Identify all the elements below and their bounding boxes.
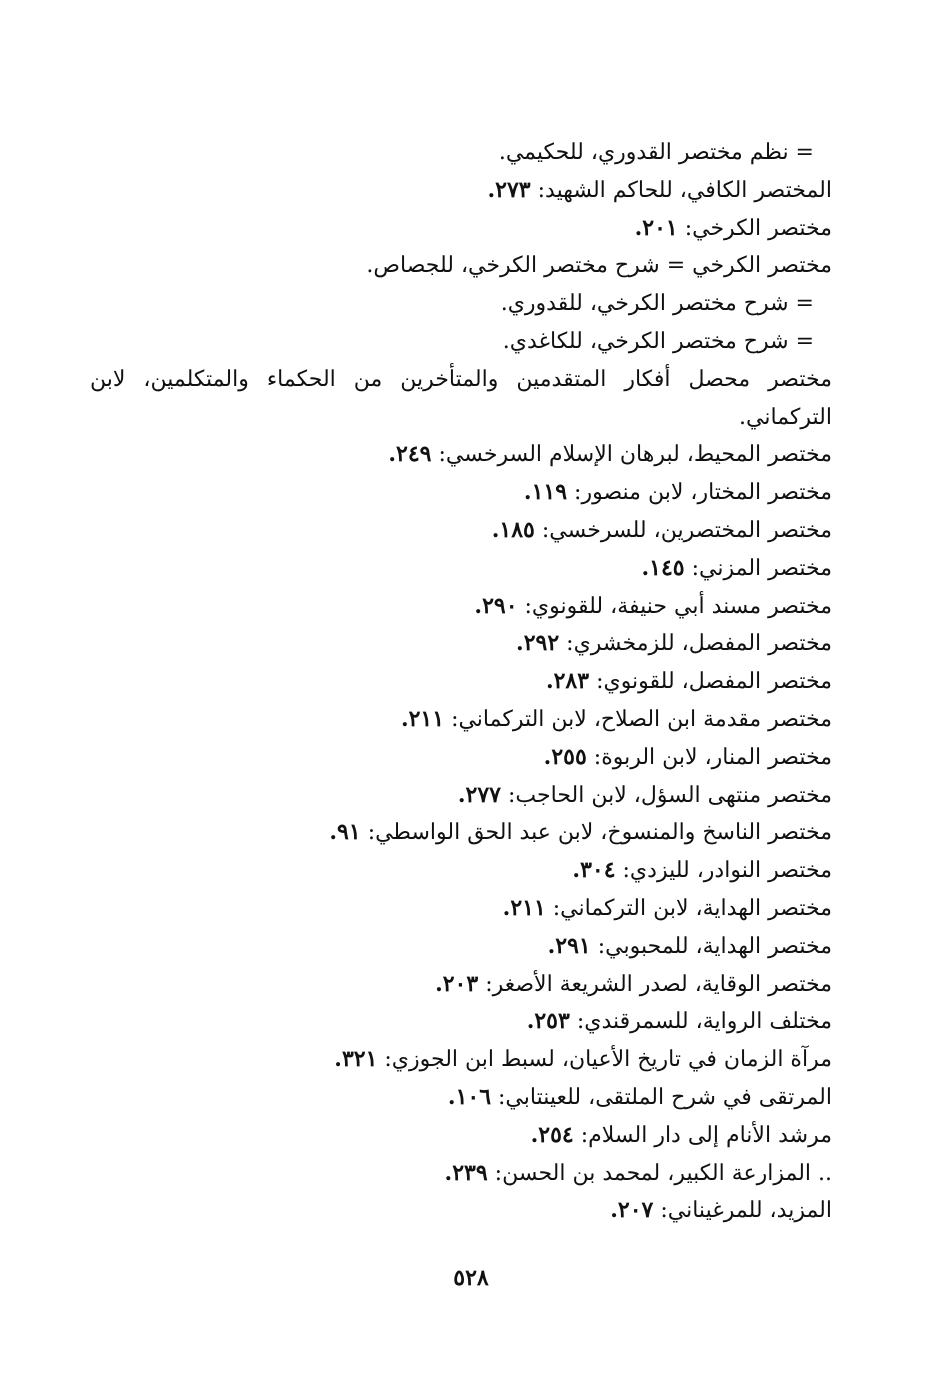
index-entry (90, 1079, 832, 1117)
entry-page-ref: ١٠٦. (447, 1083, 492, 1110)
entry-page-ref: ٢٠٧. (610, 1197, 654, 1224)
entry-title: مختصر المختصرين، للسرخسي: (541, 517, 832, 543)
entry-page-ref: ١٨٥. (491, 516, 535, 543)
entry-page-ref: ٢٩٢. (516, 630, 560, 657)
entry-title: مختصر الهداية، للمحبوبي: (597, 933, 832, 959)
entry-page-ref: ٢٣٩. (444, 1159, 488, 1186)
page-number: ٥٢٨ (453, 1265, 489, 1291)
entry-page-ref: ٢٠٣. (435, 970, 479, 997)
entry-title: = نظم مختصر القدوري، للحكيمي. (498, 140, 814, 165)
entry-page-ref: ٣٠٤. (572, 857, 616, 884)
entry-page-ref: ١٤٥. (641, 554, 685, 581)
entry-title: مختصر مقدمة ابن الصلاح، لابن التركماني: (451, 706, 832, 732)
entry-page-ref: ٢٧٧. (457, 781, 501, 808)
index-entry (90, 134, 832, 172)
entry-title: = شرح مختصر الكرخي، للكاغدي. (502, 328, 814, 354)
entry-title: مختصر المزني: (691, 555, 832, 581)
index-entry (90, 739, 832, 777)
entry-page-ref: ٢٨٣. (545, 668, 590, 695)
entry-title: مختصر النوادر، لليزدي: (622, 858, 832, 884)
index-entry (90, 1041, 832, 1079)
index-entry (90, 701, 832, 739)
index-entry (90, 323, 832, 361)
entry-title: مختلف الرواية، للسمرقندي: (576, 1009, 832, 1035)
index-entry (90, 928, 832, 966)
entry-page-ref: ٢٧٣. (487, 176, 531, 203)
entry-title: مختصر الكرخي: (684, 215, 832, 241)
entry-title: مختصر المفصل، للزمخشري: (566, 631, 832, 657)
entry-title: مختصر المنار، لابن الربوة: (593, 744, 832, 770)
entry-page-ref: ١١٩. (523, 479, 568, 506)
entry-page-ref: ٢٥٤. (530, 1121, 574, 1148)
index-list (90, 134, 832, 1230)
index-entry (90, 285, 832, 323)
index-entry (90, 436, 832, 474)
index-entry (90, 1117, 832, 1155)
index-entry (90, 663, 832, 701)
entry-title: مختصر المحيط، لبرهان الإسلام السرخسي: (438, 442, 832, 468)
index-entry (90, 890, 832, 928)
entry-title: مختصر الوقاية، لصدر الشريعة الأصغر: (485, 971, 832, 997)
entry-title: مختصر المختار، لابن منصور: (574, 480, 832, 506)
entry-title: مرشد الأنام إلى دار السلام: (580, 1122, 832, 1148)
entry-page-ref: ٢٤٩. (388, 441, 432, 468)
entry-title: مختصر المفصل، للقونوي: (596, 669, 832, 695)
index-entry (90, 1003, 832, 1041)
entry-title: .. المزارعة الكبير، لمحمد بن الحسن: (494, 1160, 832, 1186)
entry-title: مختصر منتهى السؤل، لابن الحاجب: (508, 782, 832, 808)
entry-title: مختصر الكرخي = شرح مختصر الكرخي، للجصاص. (366, 253, 832, 279)
index-entry (90, 966, 832, 1004)
index-entry (90, 814, 832, 852)
index-entry (90, 625, 832, 663)
index-entry (90, 474, 832, 512)
index-entry (90, 247, 832, 285)
entry-title: المزيد، للمرغيناني: (660, 1198, 832, 1224)
entry-title: = شرح مختصر الكرخي، للقدوري. (500, 291, 814, 317)
entry-title: المختصر الكافي، للحاكم الشهيد: (537, 177, 832, 203)
entry-title: مرآة الزمان في تاريخ الأعيان، لسبط ابن الجوزي: (384, 1047, 832, 1073)
index-entry (90, 1155, 832, 1193)
index-entry (90, 1192, 832, 1230)
entry-title: مختصر الهداية، لابن التركماني: (552, 895, 832, 921)
entry-title: مختصر محصل أفكار المتقدمين والمتأخرين من الحكماء والمتكلمين، لابن التركماني. (90, 366, 832, 430)
index-entry (90, 512, 832, 550)
entry-page-ref: ٢٩٠. (474, 592, 518, 619)
index-entry (90, 588, 832, 626)
entry-page-ref: ٢٩١. (547, 932, 591, 959)
index-entry (90, 550, 832, 588)
entry-page-ref: ٢٥٣. (526, 1008, 570, 1035)
entry-page-ref: ٢١١. (502, 894, 546, 921)
entry-page-ref: ٢١١. (400, 705, 445, 732)
entry-page-ref: ٣٢١. (334, 1046, 378, 1073)
index-entry (90, 777, 832, 815)
index-entry (90, 172, 832, 210)
entry-page-ref: ٢٠١. (634, 214, 678, 241)
entry-page-ref: ٢٥٥. (543, 743, 587, 770)
entry-title: مختصر مسند أبي حنيفة، للقونوي: (524, 593, 832, 619)
index-entry (90, 210, 832, 248)
entry-title: مختصر الناسخ والمنسوخ، لابن عبد الحق الواسطي: (367, 820, 832, 846)
entry-page-ref: ٩١. (329, 819, 361, 846)
index-entry (90, 361, 832, 437)
entry-title: المرتقى في شرح الملتقى، للعينتابي: (498, 1084, 832, 1110)
index-entry (90, 852, 832, 890)
